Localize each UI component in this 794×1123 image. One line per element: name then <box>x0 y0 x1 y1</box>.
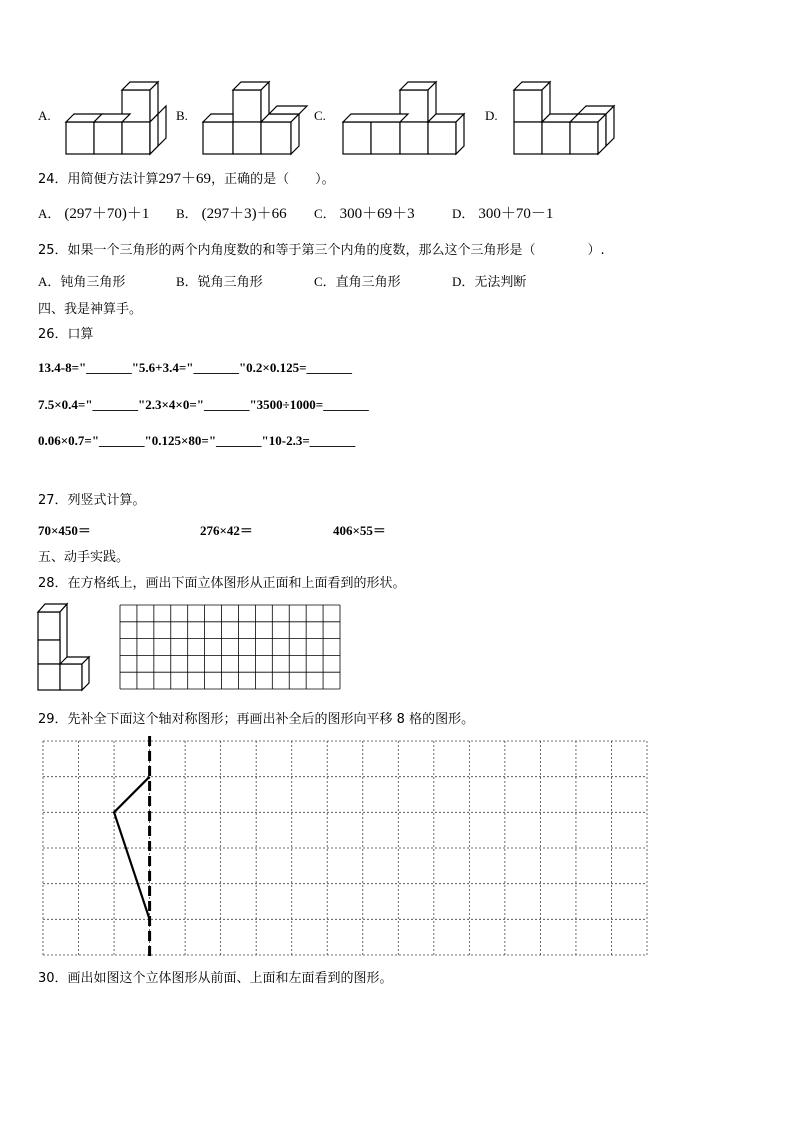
cube-figure-d <box>514 82 624 157</box>
q27-item-1: 70×450＝ <box>38 523 91 538</box>
q27-item-3: 406×55＝ <box>333 523 386 538</box>
q25-option-c: C．直角三角形 <box>314 274 401 290</box>
section-5-heading: 五、动手实践。 <box>38 550 130 565</box>
q26-row-2: 7.5×0.4="_______"2.3×4×0="_______"3500÷1000=_______ <box>38 397 369 412</box>
option-b-label: B. <box>176 108 188 123</box>
option-c-label: C. <box>314 108 326 123</box>
q27-item-2: 276×42＝ <box>200 523 253 538</box>
q25-option-b: B．锐角三角形 <box>176 274 263 290</box>
cube-figure-b <box>203 82 313 157</box>
q24-stem: 24．用简便方法计算297＋69，正确的是（ ）。 <box>38 171 335 187</box>
q26-row-1: 13.4-8="_______"5.6+3.4="_______"0.2×0.125=_______ <box>38 360 352 375</box>
q28-title: 28．在方格纸上，画出下面立体图形从正面和上面看到的形状。 <box>38 576 406 591</box>
q25-option-d: D．无法判断 <box>452 274 527 290</box>
q25-option-a: A．钝角三角形 <box>38 274 126 290</box>
q28-cube-figure <box>38 604 98 694</box>
section-4-heading: 四、我是神算手。 <box>38 302 143 317</box>
q24-option-a: A． (297＋70)＋1 <box>38 206 150 222</box>
cube-figure-c <box>343 82 473 157</box>
q27-title: 27．列竖式计算。 <box>38 493 146 508</box>
q30-title: 30．画出如图这个立体图形从前面、上面和左面看到的图形。 <box>38 971 393 986</box>
cube-figure-a <box>66 82 176 157</box>
q26-title: 26．口算 <box>38 327 94 342</box>
q29-drawing-grid <box>42 740 648 956</box>
q24-option-b: B． (297＋3)＋66 <box>176 206 287 222</box>
option-d-label: D. <box>485 108 498 123</box>
q24-option-c: C． 300＋69＋3 <box>314 206 415 222</box>
q24-option-d: D． 300＋70－1 <box>452 206 554 222</box>
option-a-label: A. <box>38 108 51 123</box>
q29-title: 29．先补全下面这个轴对称图形；再画出补全后的图形向平移 8 格的图形。 <box>38 712 475 727</box>
q26-row-3: 0.06×0.7="_______"0.125×80="_______"10-2.3=_______ <box>38 433 356 448</box>
q25-stem: 25．如果一个三角形的两个内角度数的和等于第三个内角的度数，那么这个三角形是（ ）. <box>38 243 605 258</box>
q28-drawing-grid <box>119 604 341 690</box>
